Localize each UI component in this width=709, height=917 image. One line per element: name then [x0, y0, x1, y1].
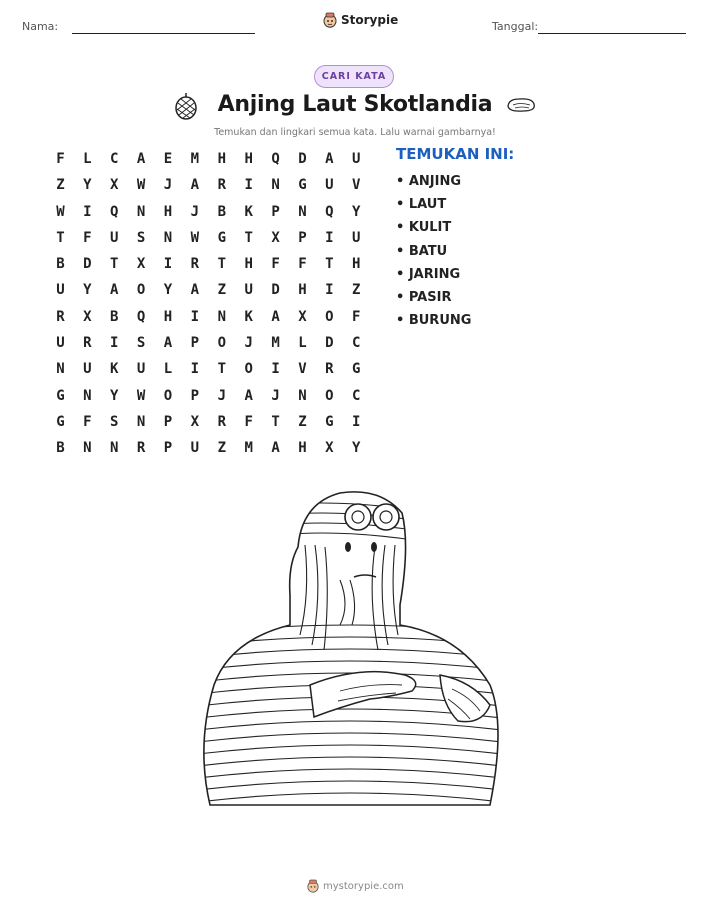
word-item[interactable]: • KULIT — [396, 216, 471, 239]
grid-letter[interactable]: I — [190, 308, 200, 325]
grid-letter[interactable]: A — [244, 387, 253, 404]
footer-url[interactable]: mystorypie.com — [323, 880, 404, 892]
grid-letter[interactable]: Q — [271, 151, 280, 167]
grid-letter[interactable]: N — [136, 413, 146, 430]
grid-letter[interactable]: X — [190, 413, 200, 430]
grid-letter[interactable]: O — [244, 361, 253, 378]
grid-letter[interactable]: W — [56, 203, 65, 220]
grid-letter[interactable]: I — [163, 256, 173, 273]
grid-letter[interactable]: G — [217, 229, 226, 246]
page-title: Anjing Laut Skotlandia — [217, 92, 493, 117]
grid-letter[interactable]: F — [83, 413, 92, 430]
grid-letter[interactable]: J — [217, 387, 226, 404]
grid-letter[interactable]: R — [190, 256, 200, 273]
grid-letter[interactable]: O — [325, 387, 334, 404]
grid-letter[interactable]: U — [56, 335, 65, 352]
grid-letter[interactable]: O — [163, 387, 173, 404]
grid-letter[interactable]: X — [110, 177, 119, 194]
grid-letter[interactable]: V — [298, 361, 307, 378]
grid-letter[interactable]: H — [244, 256, 253, 273]
grid-letter[interactable]: I — [352, 413, 361, 430]
grid-letter[interactable]: I — [325, 229, 334, 246]
grid-letter[interactable]: U — [83, 361, 92, 378]
grid-letter[interactable]: U — [244, 282, 253, 299]
grid-letter[interactable]: Q — [325, 203, 334, 220]
grid-letter[interactable]: G — [56, 387, 65, 404]
grid-letter[interactable]: I — [83, 203, 92, 220]
grid-letter[interactable]: D — [83, 256, 92, 273]
grid-letter[interactable]: F — [271, 256, 280, 273]
word-search-grid[interactable] — [47, 146, 370, 462]
grid-letter[interactable]: H — [163, 308, 173, 325]
grid-letter[interactable]: N — [217, 308, 226, 325]
grid-letter[interactable]: G — [56, 413, 65, 430]
grid-letter[interactable]: U — [325, 177, 334, 194]
grid-letter[interactable]: M — [244, 440, 253, 457]
mascot-icon — [323, 12, 337, 28]
grid-letter[interactable]: F — [83, 229, 92, 246]
word-item[interactable]: • LAUT — [396, 193, 471, 216]
grid-letter[interactable]: T — [325, 256, 334, 273]
grid-letter[interactable]: H — [244, 151, 253, 167]
grid-letter[interactable]: U — [190, 440, 200, 457]
grid-letter[interactable]: I — [271, 361, 280, 378]
grid-letter[interactable]: C — [352, 335, 361, 352]
word-item[interactable]: • BURUNG — [396, 309, 471, 332]
grid-letter[interactable]: K — [244, 308, 253, 325]
grid-letter[interactable]: S — [136, 335, 146, 352]
grid-letter[interactable]: J — [244, 335, 253, 352]
grid-letter[interactable]: Y — [352, 440, 361, 457]
grid-letter[interactable]: V — [352, 177, 361, 194]
grid-letter[interactable]: F — [298, 256, 307, 273]
grid-letter[interactable]: Q — [110, 203, 119, 220]
grid-letter[interactable]: J — [190, 203, 200, 220]
grid-letter[interactable]: O — [325, 308, 334, 325]
activity-badge: CARI KATA — [314, 65, 394, 88]
grid-letter[interactable]: A — [136, 151, 146, 167]
grid-letter[interactable]: P — [190, 335, 200, 352]
grid-letter[interactable]: C — [352, 387, 361, 404]
footer — [307, 879, 404, 893]
grid-letter[interactable]: H — [298, 440, 307, 457]
grid-letter[interactable]: U — [110, 229, 119, 246]
grid-letter[interactable]: Y — [163, 282, 173, 299]
grid-letter[interactable]: D — [298, 151, 307, 167]
grid-letter[interactable]: X — [83, 308, 92, 325]
grid-letter[interactable]: P — [271, 203, 280, 220]
grid-letter[interactable]: Q — [136, 308, 146, 325]
grid-letter[interactable]: T — [217, 256, 226, 273]
grid-letter[interactable]: X — [271, 229, 280, 246]
grid-letter[interactable]: R — [217, 413, 226, 430]
grid-letter[interactable]: A — [190, 177, 200, 194]
name-line[interactable] — [72, 33, 255, 34]
grid-letter[interactable]: B — [217, 203, 226, 220]
find-list-title: TEMUKAN INI: — [396, 145, 515, 163]
grid-letter[interactable]: G — [325, 413, 334, 430]
grid-letter[interactable]: Y — [83, 282, 92, 299]
grid-letter[interactable]: Y — [83, 177, 92, 194]
grid-letter[interactable]: N — [83, 440, 92, 457]
grid-letter[interactable]: N — [298, 203, 307, 220]
grid-letter[interactable]: N — [83, 387, 92, 404]
grid-letter[interactable]: N — [56, 361, 65, 378]
grid-letter[interactable]: N — [271, 177, 280, 194]
grid-letter[interactable]: G — [298, 177, 307, 194]
grid-letter[interactable]: S — [110, 413, 119, 430]
grid-letter[interactable]: N — [163, 229, 173, 246]
word-item[interactable]: • PASIR — [396, 286, 471, 309]
grid-letter[interactable]: E — [163, 151, 173, 167]
grid-letter[interactable]: Z — [352, 282, 361, 299]
grid-letter[interactable]: R — [83, 335, 92, 352]
grid-letter[interactable]: A — [190, 282, 200, 299]
grid-letter[interactable]: C — [110, 151, 119, 167]
seal-person-coloring-illustration[interactable] — [190, 485, 510, 807]
grid-letter[interactable]: U — [136, 361, 146, 378]
grid-letter[interactable]: U — [56, 282, 65, 299]
grid-letter[interactable]: H — [163, 203, 173, 220]
grid-letter[interactable]: L — [83, 151, 92, 167]
grid-letter[interactable]: W — [190, 229, 200, 246]
grid-letter[interactable]: H — [352, 256, 361, 273]
grid-letter[interactable]: D — [325, 335, 334, 352]
grid-letter[interactable]: X — [136, 256, 146, 273]
grid-letter[interactable]: J — [271, 387, 280, 404]
grid-letter[interactable]: I — [110, 335, 119, 352]
grid-letter[interactable]: M — [271, 335, 280, 352]
grid-letter[interactable]: N — [110, 440, 119, 457]
grid-letter[interactable]: Z — [56, 177, 65, 194]
grid-letter[interactable]: R — [217, 177, 226, 194]
grid-letter[interactable]: B — [110, 308, 119, 325]
grid-letter[interactable]: P — [190, 387, 200, 404]
grid-letter[interactable]: I — [244, 177, 253, 194]
grid-letter[interactable]: H — [298, 282, 307, 299]
grid-letter[interactable]: I — [190, 361, 200, 378]
grid-letter[interactable]: L — [163, 361, 173, 378]
grid-letter[interactable]: U — [352, 151, 361, 167]
grid-letter[interactable]: J — [163, 177, 173, 194]
brand-name: Storypie — [341, 13, 399, 27]
grid-letter[interactable]: T — [244, 229, 253, 246]
grid-letter[interactable]: G — [352, 361, 361, 378]
word-item[interactable]: • ANJING — [396, 170, 471, 193]
word-list — [396, 170, 471, 332]
grid-letter[interactable]: N — [136, 203, 146, 220]
grid-letter[interactable]: P — [298, 229, 307, 246]
grid-letter[interactable]: T — [217, 361, 226, 378]
grid-letter[interactable]: M — [190, 151, 200, 167]
grid-letter[interactable]: T — [56, 229, 65, 246]
grid-letter[interactable]: R — [325, 361, 334, 378]
rock-icon — [505, 96, 537, 114]
grid-letter[interactable]: A — [271, 308, 280, 325]
mascot-icon — [307, 879, 319, 893]
grid-letter[interactable]: P — [163, 413, 173, 430]
grid-letter[interactable]: K — [244, 203, 253, 220]
grid-letter[interactable]: A — [271, 440, 280, 457]
grid-letter[interactable]: B — [56, 440, 65, 457]
grid-letter[interactable]: Y — [110, 387, 119, 404]
grid-letter[interactable]: K — [110, 361, 119, 378]
grid-letter[interactable]: Z — [217, 282, 226, 299]
grid-letter[interactable]: W — [136, 387, 146, 404]
grid-letter[interactable]: R — [56, 308, 65, 325]
grid-letter[interactable]: S — [136, 229, 146, 246]
grid-letter[interactable]: O — [217, 335, 226, 352]
date-label: Tanggal: — [492, 20, 539, 33]
grid-letter[interactable]: O — [136, 282, 146, 299]
brand-logo — [323, 12, 398, 28]
grid-letter[interactable]: I — [325, 282, 334, 299]
grid-letter[interactable]: F — [244, 413, 253, 430]
grid-letter[interactable]: R — [136, 440, 146, 457]
grid-letter[interactable]: T — [110, 256, 119, 273]
grid-letter[interactable]: X — [325, 440, 334, 457]
grid-letter[interactable]: N — [298, 387, 307, 404]
grid-letter[interactable]: F — [56, 151, 65, 167]
grid-letter[interactable]: X — [298, 308, 307, 325]
date-line[interactable] — [538, 33, 686, 34]
name-label: Nama: — [22, 20, 59, 33]
word-item[interactable]: • BATU — [396, 240, 471, 263]
grid-letter[interactable]: A — [110, 282, 119, 299]
grid-letter[interactable]: A — [325, 151, 334, 167]
grid-letter[interactable]: P — [163, 440, 173, 457]
grid-letter[interactable]: Z — [217, 440, 226, 457]
grid-letter[interactable]: W — [136, 177, 146, 194]
grid-letter[interactable]: D — [271, 282, 280, 299]
grid-letter[interactable]: L — [298, 335, 307, 352]
grid-letter[interactable]: F — [352, 308, 361, 325]
grid-letter[interactable]: B — [56, 256, 65, 273]
grid-letter[interactable]: U — [352, 229, 361, 246]
fishing-net-ball-icon — [173, 91, 199, 121]
grid-letter[interactable]: A — [163, 335, 173, 352]
grid-letter[interactable]: H — [217, 151, 226, 167]
grid-letter[interactable]: Y — [352, 203, 361, 220]
word-item[interactable]: • JARING — [396, 263, 471, 286]
grid-letter[interactable]: T — [271, 413, 280, 430]
instructions: Temukan dan lingkari semua kata. Lalu warnai gambarnya! — [214, 127, 496, 138]
grid-letter[interactable]: Z — [298, 413, 307, 430]
